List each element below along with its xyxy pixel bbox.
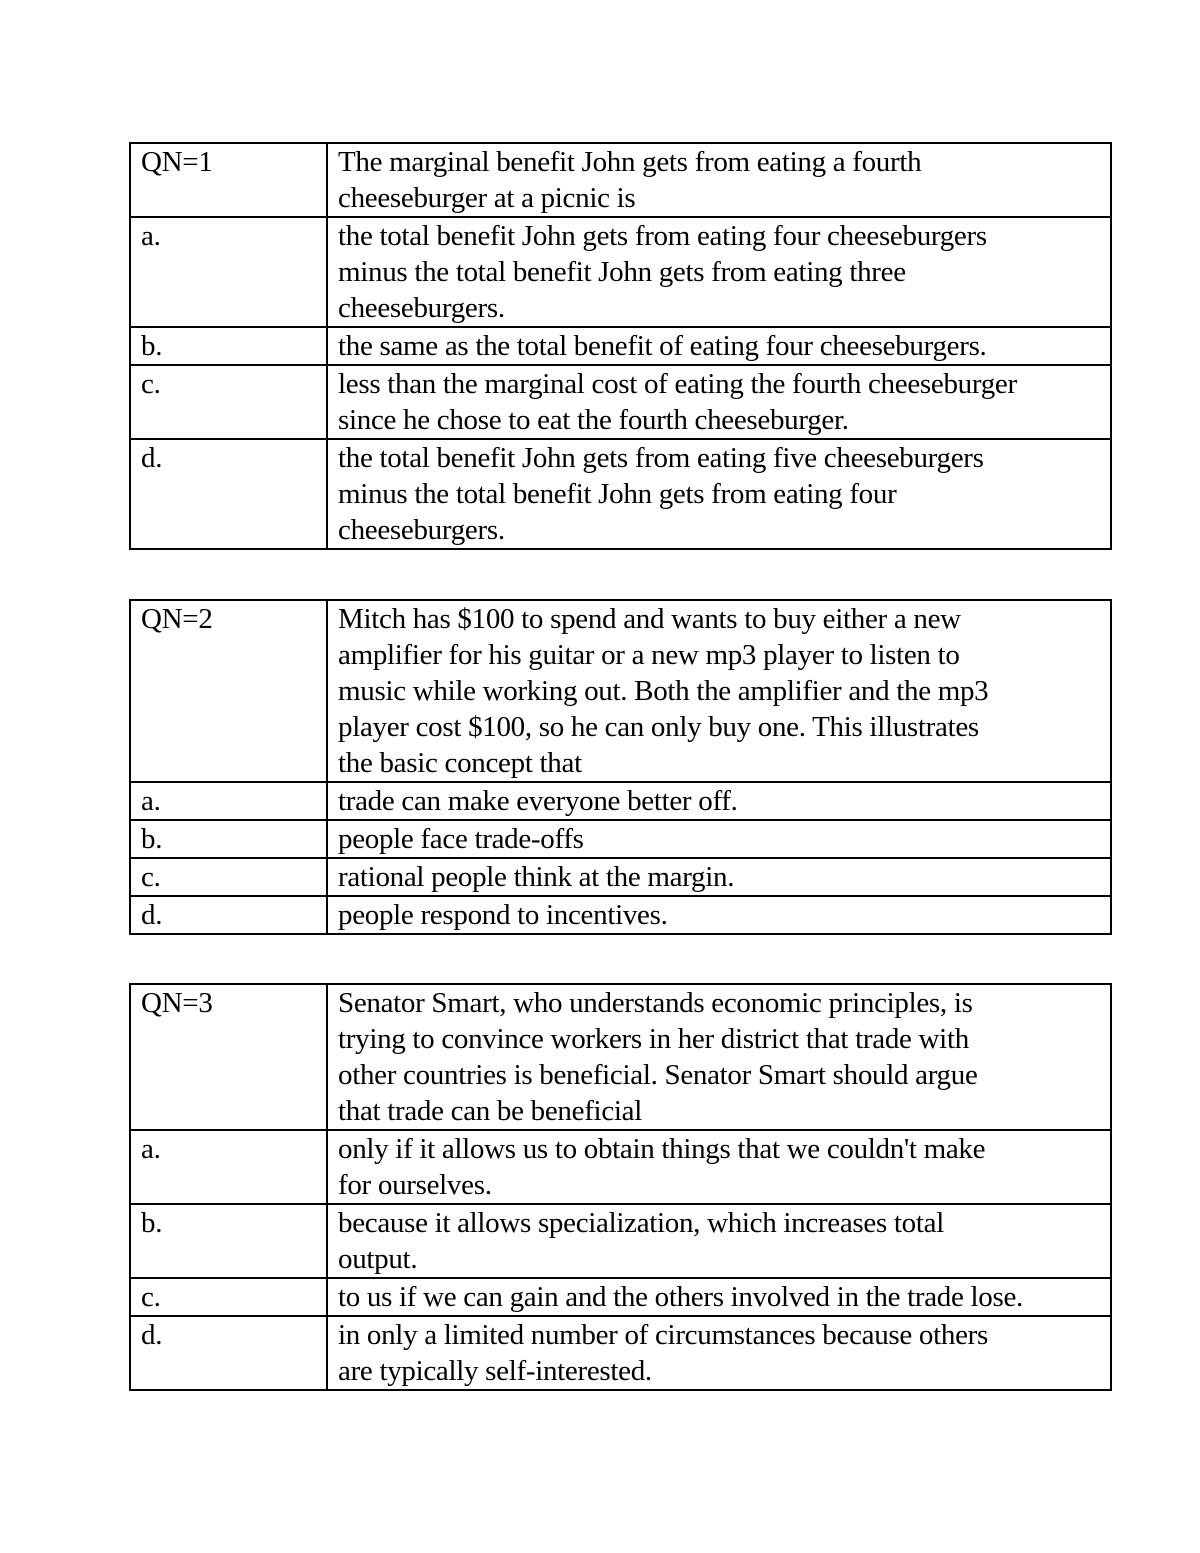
- option-letter: c.: [130, 365, 327, 439]
- option-row-a: [130, 217, 1111, 327]
- option-row-a: [130, 782, 1111, 820]
- option-letter: a.: [130, 1130, 327, 1204]
- question-stem: Senator Smart, who understands economic principles, is trying to convince workers in her district that trade with other countries is beneficial. Senator Smart should argue that trade can be beneficial: [327, 984, 1111, 1130]
- option-row-c: [130, 365, 1111, 439]
- question-number: QN=2: [130, 600, 327, 782]
- option-text: people respond to incentives.: [327, 896, 1111, 934]
- option-letter: b.: [130, 327, 327, 365]
- option-text: trade can make everyone better off.: [327, 782, 1111, 820]
- option-row-c: [130, 1278, 1111, 1316]
- option-row-b: [130, 327, 1111, 365]
- question-table-3: [129, 983, 1112, 1391]
- question-number: QN=3: [130, 984, 327, 1130]
- option-letter: a.: [130, 782, 327, 820]
- option-row-a: [130, 1130, 1111, 1204]
- option-letter: d.: [130, 439, 327, 549]
- option-row-d: [130, 439, 1111, 549]
- question-stem: The marginal benefit John gets from eating a fourth cheeseburger at a picnic is: [327, 143, 1111, 217]
- question-stem: Mitch has $100 to spend and wants to buy either a new amplifier for his guitar or a new mp3 player to listen to music while working out. Both the amplifier and the mp3 player cost $100, so he can only buy one. This illustrates the basic concept that: [327, 600, 1111, 782]
- question-row: [130, 143, 1111, 217]
- option-letter: d.: [130, 896, 327, 934]
- option-text: only if it allows us to obtain things that we couldn't make for ourselves.: [327, 1130, 1111, 1204]
- option-row-d: [130, 1316, 1111, 1390]
- option-row-c: [130, 858, 1111, 896]
- option-text: because it allows specialization, which increases total output.: [327, 1204, 1111, 1278]
- option-letter: c.: [130, 858, 327, 896]
- option-text: in only a limited number of circumstances because others are typically self-interested.: [327, 1316, 1111, 1390]
- option-letter: b.: [130, 1204, 327, 1278]
- question-number: QN=1: [130, 143, 327, 217]
- question-row: [130, 984, 1111, 1130]
- option-text: people face trade-offs: [327, 820, 1111, 858]
- question-table-2: [129, 599, 1112, 935]
- question-table-1: [129, 142, 1112, 550]
- option-letter: a.: [130, 217, 327, 327]
- option-text: the total benefit John gets from eating five cheeseburgers minus the total benefit John gets from eating four cheeseburgers.: [327, 439, 1111, 549]
- option-text: the total benefit John gets from eating four cheeseburgers minus the total benefit John gets from eating three cheeseburgers.: [327, 217, 1111, 327]
- option-row-d: [130, 896, 1111, 934]
- option-row-b: [130, 820, 1111, 858]
- option-text: to us if we can gain and the others involved in the trade lose.: [327, 1278, 1111, 1316]
- option-letter: d.: [130, 1316, 327, 1390]
- option-letter: c.: [130, 1278, 327, 1316]
- option-letter: b.: [130, 820, 327, 858]
- question-row: [130, 600, 1111, 782]
- option-text: the same as the total benefit of eating four cheeseburgers.: [327, 327, 1111, 365]
- option-row-b: [130, 1204, 1111, 1278]
- option-text: rational people think at the margin.: [327, 858, 1111, 896]
- option-text: less than the marginal cost of eating the fourth cheeseburger since he chose to eat the fourth cheeseburger.: [327, 365, 1111, 439]
